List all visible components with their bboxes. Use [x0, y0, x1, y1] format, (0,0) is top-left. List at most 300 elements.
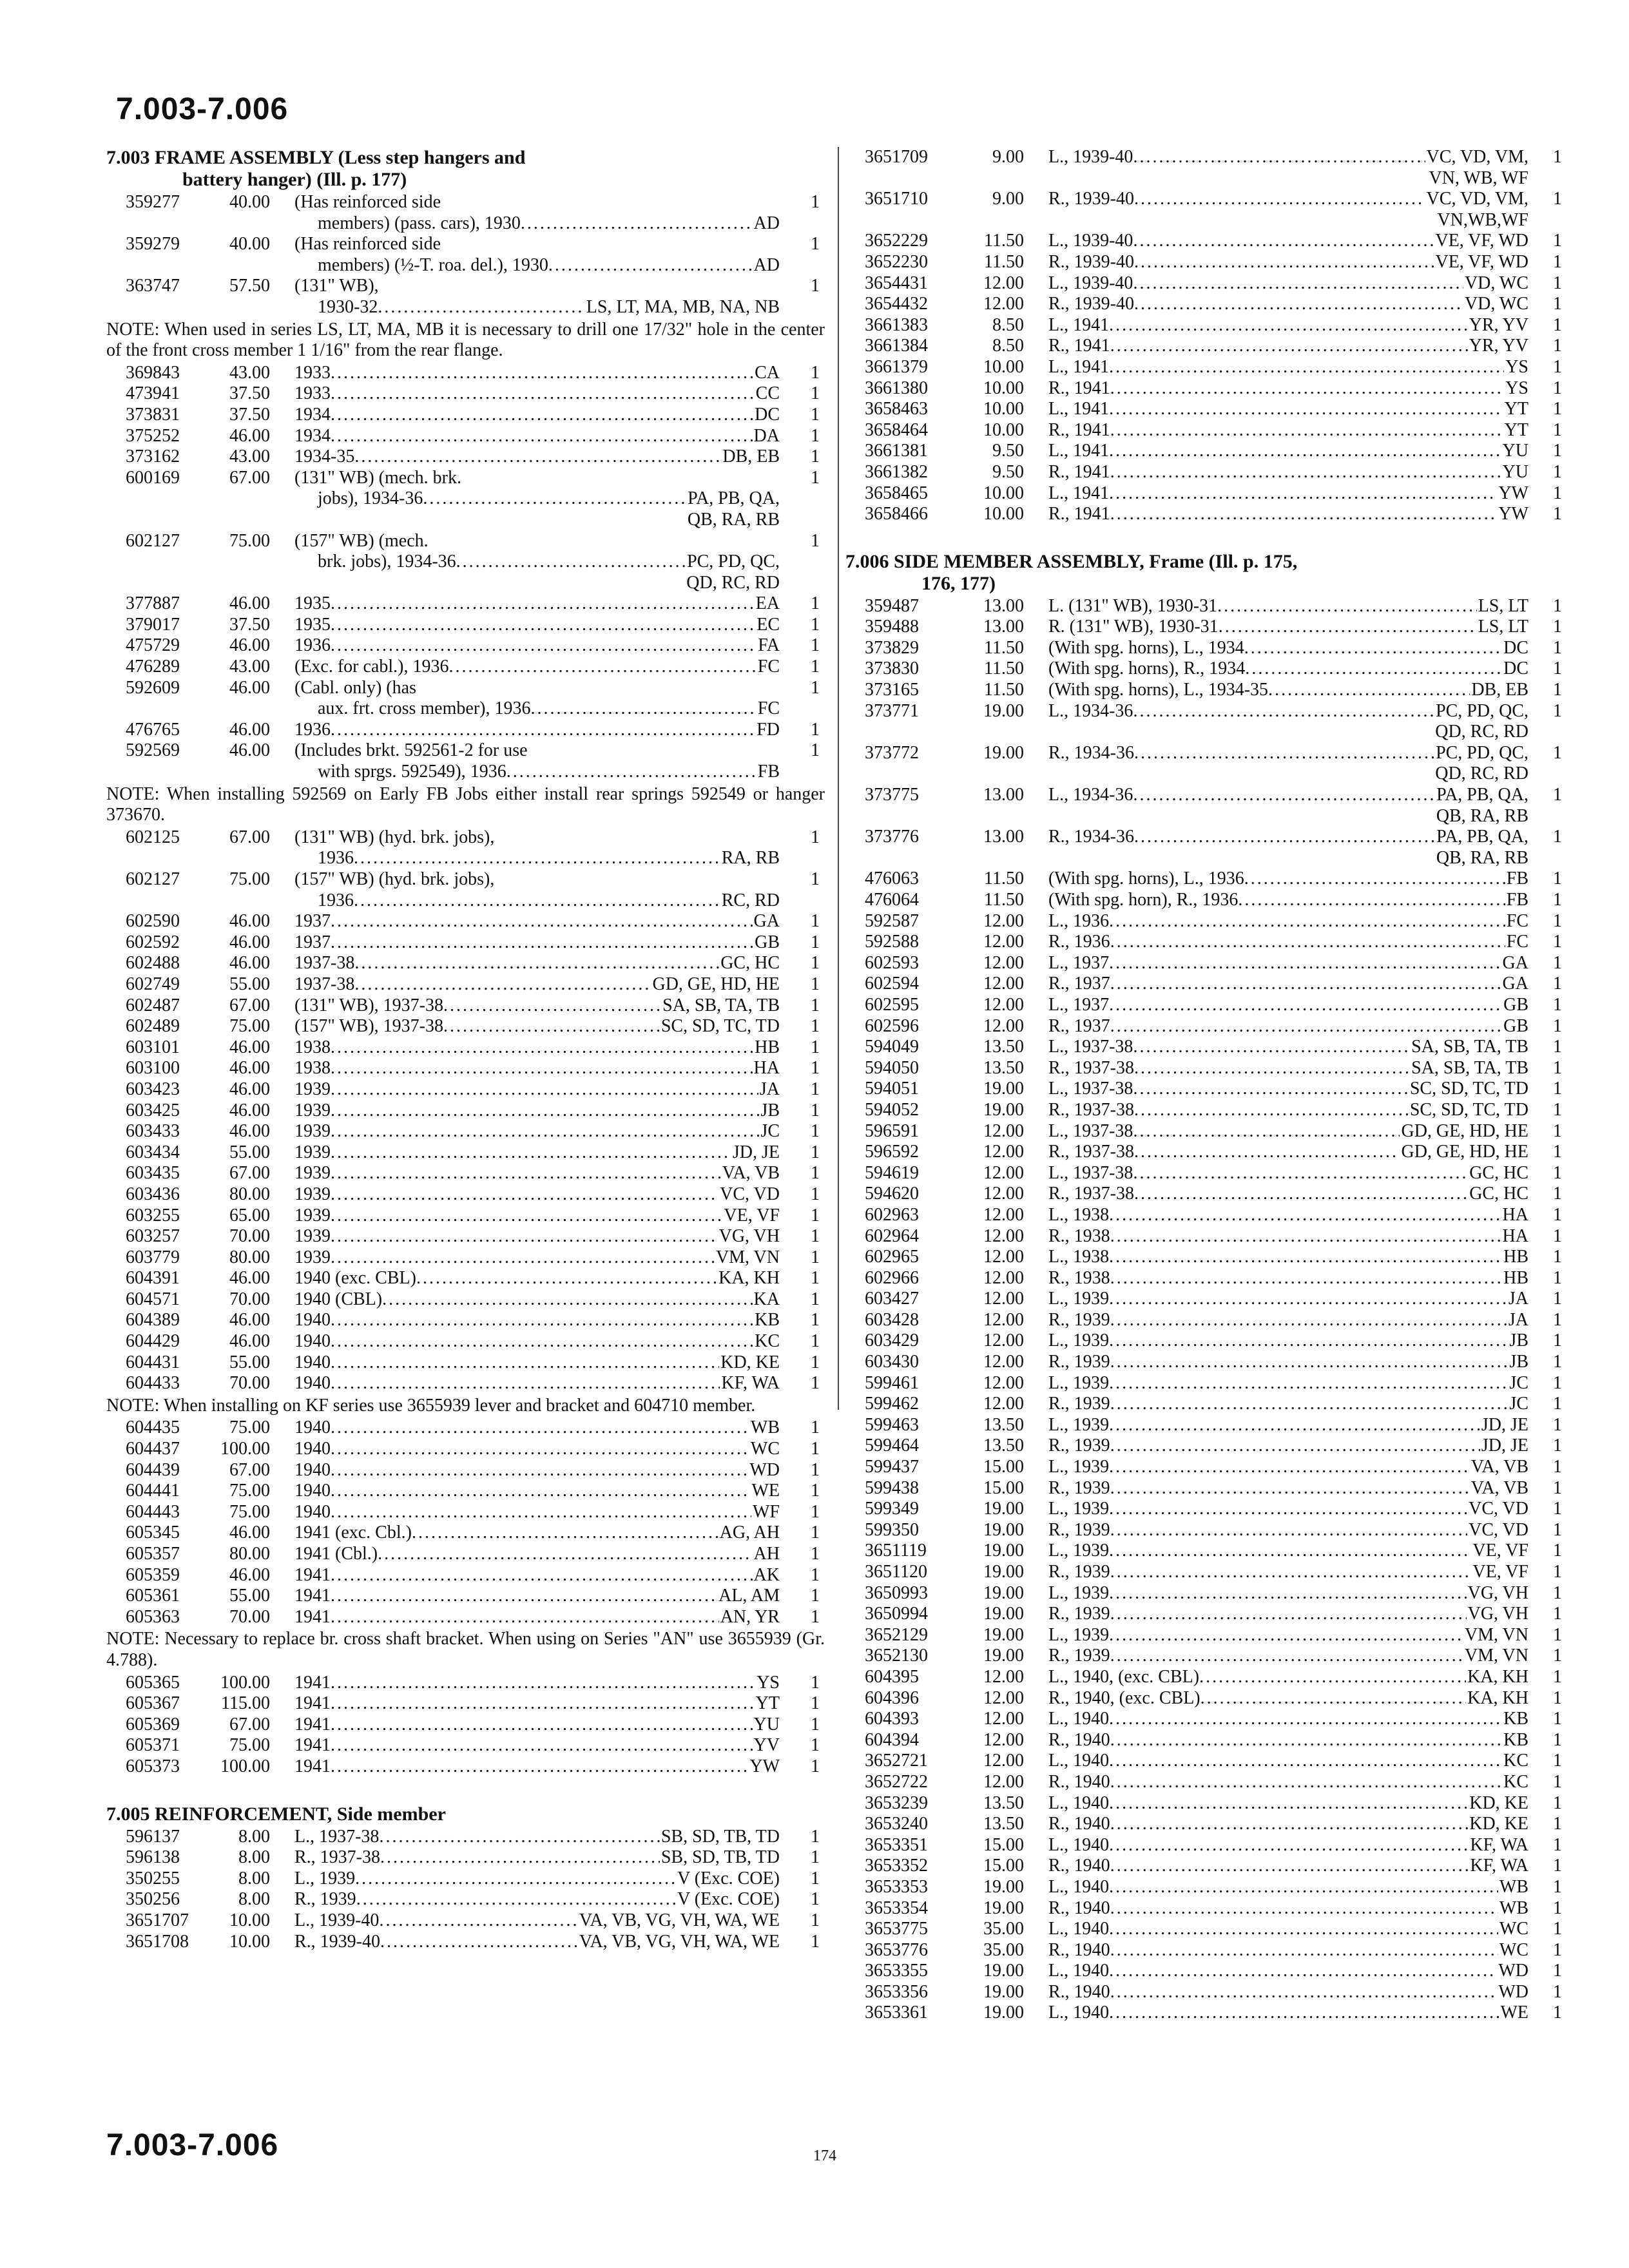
table-row — [845, 1100, 1567, 1121]
price: 55.00 — [229, 1352, 270, 1372]
series-codes: V (Exc. COE) — [677, 1868, 780, 1888]
series-codes: HB — [755, 1037, 780, 1057]
description-line — [1048, 1163, 1528, 1184]
leader-dots — [1110, 1394, 1509, 1415]
leader-dots — [354, 974, 651, 995]
price: 19.00 — [983, 1898, 1024, 1918]
table-row — [845, 1247, 1567, 1268]
description-line — [1048, 1730, 1528, 1751]
quantity: 1 — [811, 911, 820, 932]
series-codes: WE — [751, 1481, 780, 1501]
quantity: 1 — [1553, 1562, 1562, 1582]
price: 19.00 — [983, 1562, 1024, 1582]
description-text: (157" WB) (hyd. brk. jobs), — [294, 869, 495, 889]
description-line — [1048, 680, 1528, 701]
note: NOTE: When installing 592569 on Early FB Jobs either install rear springs 592549 or hanger 373670. — [106, 783, 825, 825]
quantity: 1 — [1553, 231, 1562, 251]
description-text: L., 1940 — [1048, 1751, 1110, 1771]
price: 12.00 — [983, 1204, 1024, 1225]
description — [294, 1352, 780, 1374]
quantity: 1 — [1553, 483, 1562, 503]
description — [294, 1079, 780, 1100]
part-number: 604433 — [126, 1373, 180, 1394]
quantity: 1 — [1553, 1477, 1562, 1498]
description-text: R., 1934-36 — [1048, 827, 1134, 847]
description-line — [1048, 1100, 1528, 1121]
quantity: 1 — [1553, 419, 1562, 440]
quantity: 1 — [1553, 658, 1562, 679]
price: 67.00 — [229, 1163, 270, 1184]
quantity: 1 — [1553, 2003, 1562, 2023]
price: 12.00 — [983, 1331, 1024, 1351]
description-line — [1048, 1247, 1528, 1268]
description-text: L., 1940 — [1048, 1919, 1110, 1939]
quantity: 1 — [1553, 1961, 1562, 1981]
leader-dots — [331, 1163, 721, 1184]
description-line — [1048, 1835, 1528, 1856]
description-line — [1048, 848, 1528, 869]
table-row — [845, 658, 1567, 680]
description-line — [1048, 953, 1528, 974]
description-text: R., 1939 — [294, 1889, 356, 1910]
description-line — [294, 1756, 780, 1778]
description-line — [294, 1565, 780, 1586]
price: 46.00 — [229, 677, 270, 698]
series-codes: WE — [1500, 2003, 1528, 2023]
series-codes: GC, HC — [1469, 1184, 1528, 1204]
quantity: 1 — [1553, 785, 1562, 805]
table-row — [845, 1814, 1567, 1835]
quantity: 1 — [1553, 1919, 1562, 1939]
price: 19.00 — [983, 1519, 1024, 1540]
description-line — [294, 1673, 780, 1694]
quantity: 1 — [811, 530, 820, 551]
price: 19.00 — [983, 742, 1024, 763]
description — [294, 1142, 780, 1164]
description-text: R., 1941 — [1048, 378, 1110, 398]
table-row — [845, 1499, 1567, 1520]
series-codes: GB — [755, 932, 780, 952]
table-row — [106, 827, 825, 869]
series-codes: YR, YV — [1469, 314, 1528, 335]
description — [1048, 1394, 1528, 1415]
quantity: 1 — [1553, 356, 1562, 377]
leader-dots — [331, 1373, 720, 1394]
description — [294, 635, 780, 657]
leader-dots — [1109, 1499, 1467, 1520]
part-number: 603101 — [126, 1037, 180, 1057]
table-row — [845, 1730, 1567, 1751]
part-number: 602488 — [126, 953, 180, 974]
table-row — [845, 1835, 1567, 1856]
series-codes: PC, PD, QC, — [687, 552, 780, 572]
part-number: 3652722 — [865, 1771, 928, 1792]
description-line — [294, 1289, 780, 1311]
price: 55.00 — [229, 1142, 270, 1162]
price: 75.00 — [229, 1501, 270, 1522]
description-line — [294, 213, 780, 235]
table-row — [845, 1604, 1567, 1625]
price: 43.00 — [229, 447, 270, 467]
quantity: 1 — [1553, 1856, 1562, 1876]
description — [294, 615, 780, 636]
price: 8.00 — [238, 1868, 270, 1888]
series-codes: VC, VD, VM, — [1426, 189, 1528, 209]
quantity: 1 — [811, 425, 820, 446]
quantity: 1 — [811, 1501, 820, 1522]
part-number: 594051 — [865, 1079, 919, 1099]
description-text: 1940 — [294, 1481, 331, 1501]
leader-dots — [1110, 1814, 1469, 1835]
series-codes: KA, KH — [1467, 1687, 1528, 1708]
quantity: 1 — [811, 1735, 820, 1756]
series-codes: SA, SB, TA, TB — [1411, 1057, 1528, 1078]
price: 37.50 — [229, 614, 270, 635]
table-row — [106, 1079, 825, 1100]
description-line — [1048, 722, 1528, 743]
table-row — [106, 1586, 825, 1607]
section-title-line: battery hanger) (Ill. p. 177) — [182, 169, 407, 190]
table-row — [845, 596, 1567, 617]
description-text: 1937 — [294, 932, 331, 952]
table-row — [106, 1373, 825, 1394]
table-row — [845, 1688, 1567, 1709]
description-text: (With spg. horn), R., 1936 — [1048, 890, 1239, 910]
quantity: 1 — [811, 1564, 820, 1585]
quantity: 1 — [1553, 504, 1562, 524]
leader-dots — [331, 1142, 731, 1164]
price: 13.00 — [983, 595, 1024, 616]
description-text: jobs), 1934-36 — [318, 488, 423, 509]
description-line — [294, 1847, 780, 1869]
part-number: 603427 — [865, 1289, 919, 1309]
description-text: members) (pass. cars), 1930 — [318, 213, 521, 233]
series-codes: SA, SB, TA, TB — [1411, 1037, 1528, 1057]
price: 11.50 — [984, 637, 1024, 658]
table-row — [106, 1121, 825, 1142]
description-text: R., 1937-38 — [294, 1847, 380, 1868]
leader-dots — [1110, 1520, 1467, 1541]
price: 19.00 — [983, 1961, 1024, 1981]
description-text: 1940 — [294, 1418, 331, 1438]
part-number: 599438 — [865, 1477, 919, 1498]
description-line — [1048, 231, 1528, 252]
quantity: 1 — [1553, 952, 1562, 973]
description-text: R., 1940 — [1048, 1981, 1110, 2002]
description — [1048, 1793, 1528, 1814]
description-line — [294, 1460, 780, 1481]
price: 12.00 — [983, 1267, 1024, 1288]
quantity: 1 — [1553, 1981, 1562, 2002]
series-codes: QB, RA, RB — [1436, 805, 1528, 826]
part-number: 604393 — [865, 1709, 919, 1729]
table-row — [845, 1268, 1567, 1289]
parts-list — [106, 827, 825, 1394]
table-row — [845, 1331, 1567, 1352]
price: 12.00 — [983, 1162, 1024, 1183]
leader-dots — [380, 1847, 660, 1869]
description-line — [1048, 1142, 1528, 1163]
table-row — [845, 1793, 1567, 1814]
leader-dots — [1110, 420, 1503, 441]
leader-dots — [331, 426, 753, 447]
description-text: (131" WB), — [294, 276, 379, 296]
leader-dots — [1134, 1142, 1400, 1163]
description — [294, 1523, 780, 1544]
part-number: 3661381 — [865, 441, 928, 461]
description-text: 1941 — [294, 1606, 331, 1627]
part-number: 600169 — [126, 467, 180, 488]
leader-dots — [331, 615, 755, 636]
description — [294, 1016, 780, 1037]
quantity: 1 — [1553, 294, 1562, 314]
series-codes: PC, PD, QC, — [1436, 742, 1528, 763]
leader-dots — [331, 1693, 755, 1715]
description — [294, 657, 780, 678]
part-number: 602594 — [865, 974, 919, 994]
quantity: 1 — [811, 635, 820, 656]
section-title-line: 7.006 SIDE MEMBER ASSEMBLY, Frame (Ill. p. 175, — [845, 550, 1298, 572]
quantity: 1 — [1553, 441, 1562, 461]
part-number: 363747 — [126, 276, 180, 296]
series-codes: FB — [1506, 890, 1528, 910]
section-title-7005: 7.005 REINFORCEMENT, Side member — [106, 1803, 446, 1825]
price: 100.00 — [220, 1672, 270, 1693]
leader-dots — [1109, 953, 1501, 974]
leader-dots — [1109, 1583, 1467, 1604]
quantity: 1 — [811, 593, 820, 614]
description — [1048, 294, 1528, 315]
leader-dots — [1109, 315, 1468, 336]
description — [1048, 974, 1528, 995]
description-text: 1941 — [294, 1693, 331, 1714]
series-codes: YV — [753, 1735, 780, 1756]
description-line — [1048, 1646, 1528, 1667]
leader-dots — [1133, 1121, 1400, 1142]
table-row — [106, 426, 825, 447]
table-row — [845, 1982, 1567, 2003]
series-codes: JB — [1509, 1352, 1528, 1372]
quantity: 1 — [1553, 1414, 1562, 1435]
leader-dots — [331, 405, 753, 426]
table-row — [845, 189, 1567, 231]
table-row — [106, 276, 825, 318]
table-row — [106, 192, 825, 234]
series-codes: VM, VN — [1464, 1624, 1528, 1645]
price: 9.50 — [992, 461, 1024, 482]
quantity: 1 — [811, 1847, 820, 1868]
quantity: 1 — [1553, 910, 1562, 931]
series-codes: AH — [753, 1544, 780, 1564]
description-line — [294, 488, 780, 510]
description-line — [1048, 658, 1528, 680]
description-text: 1941 — [294, 1672, 331, 1693]
quantity: 1 — [811, 1606, 820, 1627]
part-number: 3651120 — [865, 1562, 927, 1582]
table-row — [845, 462, 1567, 483]
part-number: 602487 — [126, 995, 180, 1015]
price: 35.00 — [983, 1939, 1024, 1960]
leader-dots — [331, 1673, 755, 1694]
series-codes: YU — [753, 1714, 780, 1735]
part-number: 379017 — [126, 614, 180, 635]
description — [1048, 1646, 1528, 1667]
description — [1048, 1142, 1528, 1163]
leader-dots — [1109, 1415, 1480, 1436]
quantity: 1 — [811, 740, 820, 761]
description — [1048, 336, 1528, 357]
quantity: 1 — [811, 1868, 820, 1888]
table-row — [845, 743, 1567, 785]
series-codes: VA, VB — [722, 1163, 780, 1184]
quantity: 1 — [1553, 1751, 1562, 1771]
description — [294, 995, 780, 1017]
quantity: 1 — [1553, 1834, 1562, 1855]
price: 15.00 — [983, 1457, 1024, 1477]
description-line — [294, 1544, 780, 1565]
leader-dots — [1110, 974, 1501, 995]
quantity: 1 — [811, 974, 820, 994]
description-text: R., 1937-38 — [1048, 1099, 1134, 1120]
leader-dots — [1244, 869, 1505, 890]
description-line — [1048, 1499, 1528, 1520]
description — [294, 1869, 780, 1890]
series-codes: WB — [1499, 1898, 1528, 1918]
description — [1048, 252, 1528, 273]
leader-dots — [1110, 1604, 1467, 1625]
description-line — [294, 468, 780, 489]
description-text: 1939 — [294, 1205, 331, 1225]
part-number: 3651119 — [865, 1541, 927, 1561]
description-line — [1048, 638, 1528, 659]
leader-dots — [1109, 2003, 1499, 2024]
series-codes: LS, LT — [1478, 595, 1528, 616]
price: 67.00 — [229, 995, 270, 1015]
description-line — [294, 1735, 780, 1756]
description-text: 1940 (exc. CBL) — [294, 1268, 416, 1289]
price: 12.00 — [983, 1666, 1024, 1687]
description-line — [1048, 1562, 1528, 1583]
description — [294, 1163, 780, 1184]
description — [294, 1502, 780, 1523]
description-text: 1935 — [294, 614, 331, 635]
description-text: 1930-32 — [318, 296, 378, 317]
description-line — [1048, 1079, 1528, 1100]
part-number: 476765 — [126, 719, 180, 740]
part-number: 602966 — [865, 1267, 919, 1288]
table-row — [106, 1715, 825, 1736]
table-row — [845, 1436, 1567, 1457]
table-row — [845, 974, 1567, 995]
description — [294, 1310, 780, 1331]
quantity: 1 — [1553, 742, 1562, 763]
description — [1048, 1184, 1528, 1205]
description-line — [294, 1932, 780, 1953]
description — [1048, 743, 1528, 785]
leader-dots — [1110, 1268, 1502, 1289]
description — [1048, 617, 1528, 638]
series-codes: WC — [1499, 1939, 1528, 1960]
description-line — [294, 1481, 780, 1502]
description-text: 1933 — [294, 383, 331, 404]
description-text: 1936 — [318, 848, 354, 869]
quantity: 1 — [1553, 1499, 1562, 1519]
description — [294, 932, 780, 954]
part-number: 599437 — [865, 1457, 919, 1477]
series-codes: SC, SD, TC, TD — [660, 1016, 780, 1037]
price: 12.00 — [983, 1289, 1024, 1309]
price: 70.00 — [229, 1606, 270, 1627]
description-line — [1048, 336, 1528, 357]
price: 19.00 — [983, 1646, 1024, 1666]
price: 46.00 — [229, 1523, 270, 1543]
table-row — [106, 1735, 825, 1756]
price: 12.00 — [983, 1729, 1024, 1750]
table-row — [845, 1415, 1567, 1436]
part-number: 602965 — [865, 1247, 919, 1267]
series-codes: VN,WB,WF — [1437, 209, 1528, 230]
description — [1048, 1226, 1528, 1247]
description-line — [294, 762, 780, 783]
quantity: 1 — [1553, 1519, 1562, 1540]
leader-dots — [1109, 1919, 1498, 1940]
part-number: 602127 — [126, 869, 180, 889]
part-number: 3652721 — [865, 1751, 928, 1771]
description — [294, 953, 780, 974]
quantity: 1 — [1553, 147, 1562, 167]
table-row — [845, 1961, 1567, 1982]
leader-dots — [1110, 504, 1498, 525]
table-row — [106, 678, 825, 720]
description-line — [1048, 911, 1528, 932]
leader-dots — [378, 297, 584, 318]
leader-dots — [379, 1827, 659, 1848]
part-number: 3653361 — [865, 2003, 928, 2023]
quantity: 1 — [811, 1163, 820, 1184]
table-row — [106, 1932, 825, 1953]
table-row — [845, 1919, 1567, 1940]
table-row — [845, 483, 1567, 505]
description-text: L., 1941 — [1048, 314, 1110, 335]
price: 9.00 — [992, 147, 1024, 167]
description-text: (Has reinforced side — [294, 192, 441, 212]
table-row — [845, 357, 1567, 378]
part-number: 604396 — [865, 1687, 919, 1708]
table-row — [845, 420, 1567, 441]
table-row — [845, 869, 1567, 890]
table-row — [106, 593, 825, 615]
quantity: 1 — [811, 447, 820, 467]
description-text: L., 1938 — [1048, 1204, 1110, 1225]
leader-dots — [1199, 1667, 1466, 1688]
table-row — [106, 1037, 825, 1059]
table-row — [106, 234, 825, 276]
quantity: 1 — [1553, 890, 1562, 910]
description-text: 1938 — [294, 1058, 331, 1079]
description-line — [1048, 869, 1528, 890]
quantity: 1 — [1553, 1142, 1562, 1162]
description-text: 1939 — [294, 1247, 331, 1267]
quantity: 1 — [811, 657, 820, 677]
description — [1048, 1037, 1528, 1058]
description — [294, 1460, 780, 1481]
part-number: 602489 — [126, 1016, 180, 1037]
description — [294, 1439, 780, 1460]
series-codes: VG, VH — [718, 1226, 780, 1247]
quantity: 1 — [1553, 461, 1562, 482]
description — [1048, 1751, 1528, 1772]
description-line — [294, 932, 780, 954]
